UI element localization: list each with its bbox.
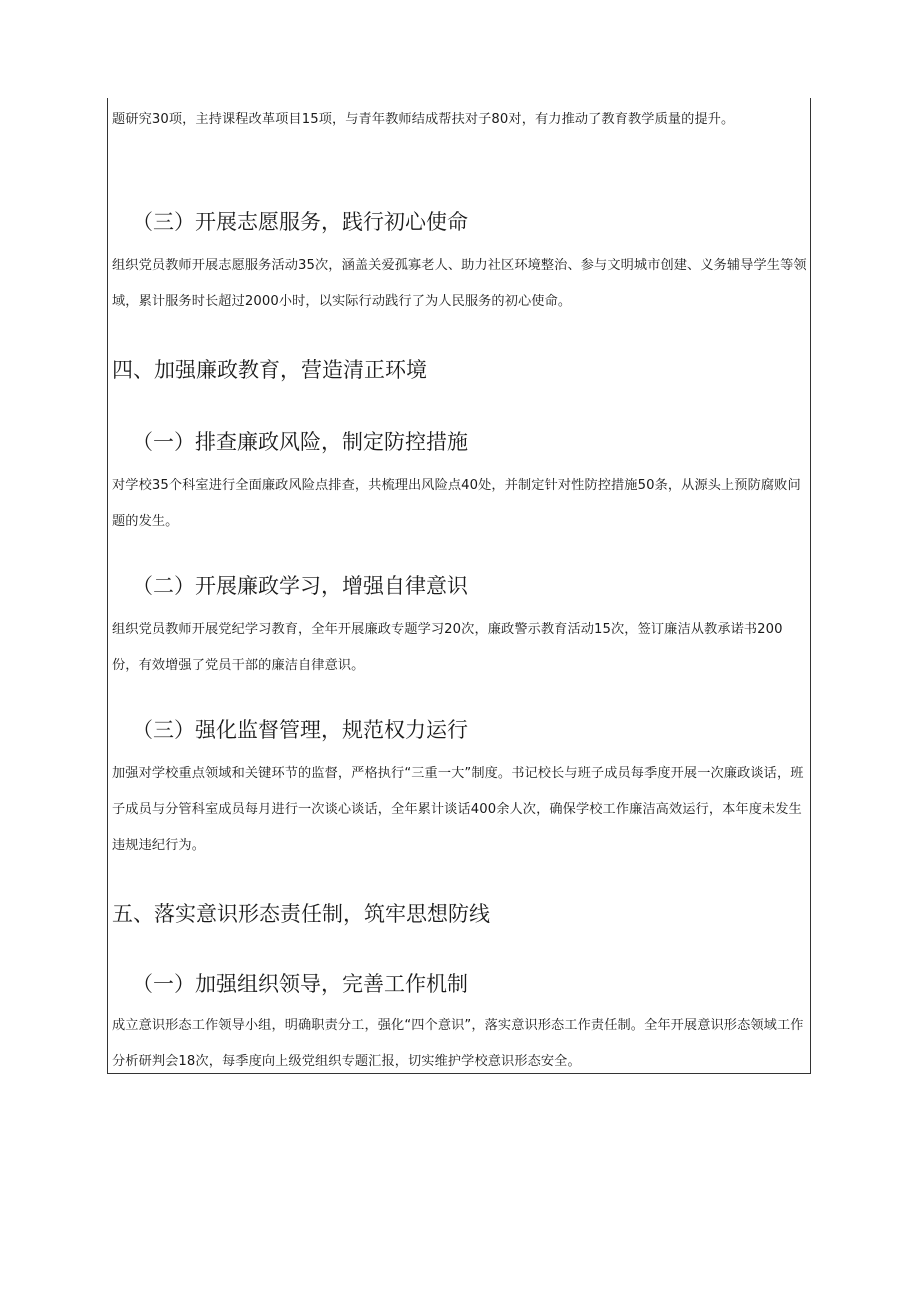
heading-study: （二）开展廉政学习，增强自律意识 [132, 574, 468, 598]
heading-volunteer: （三）开展志愿服务，践行初心使命 [132, 210, 468, 234]
paragraph-supervise: 加强对学校重点领域和关键环节的监督，严格执行“三重一大”制度。书记校长与班子成员每季度开展一次廉政谈话，班子成员与分管科室成员每月进行一次谈心谈话，全年累计谈话400余人次，确保学校工作廉洁高效运行，本年度未发生违规违纪行为。 [112, 766, 804, 853]
paragraph-study: 组织党员教师开展党纪学习教育，全年开展廉政专题学习20次，廉政警示教育活动15次，签订廉洁从教承诺书200份，有效增强了党员干部的廉洁自律意识。 [112, 622, 783, 673]
paragraph-org: 成立意识形态工作领导小组，明确职责分工，强化“四个意识”，落实意识形态工作责任制。全年开展意识形态领域工作分析研判会18次，每季度向上级党组织专题汇报，切实维护学校意识形态安全。 [112, 1018, 804, 1069]
heading-supervise: （三）强化监督管理，规范权力运行 [132, 718, 468, 742]
paragraph-volunteer: 组织党员教师开展志愿服务活动35次，涵盖关爱孤寡老人、助力社区环境整治、参与文明城市创建、义务辅导学生等领域，累计服务时长超过2000小时，以实际行动践行了为人民服务的初心使命。 [112, 258, 807, 309]
heading-section-five: 五、落实意识形态责任制，筑牢思想防线 [112, 902, 490, 926]
heading-org: （一）加强组织领导，完善工作机制 [132, 972, 468, 996]
heading-risk: （一）排查廉政风险，制定防控措施 [132, 430, 468, 454]
heading-section-four: 四、加强廉政教育，营造清正环境 [112, 358, 427, 382]
paragraph-research: 题研究30项，主持课程改革项目15项，与青年教师结成帮扶对子80对，有力推动了教育教学质量的提升。 [112, 112, 735, 127]
paragraph-risk: 对学校35个科室进行全面廉政风险点排查，共梳理出风险点40处，并制定针对性防控措施50条，从源头上预防腐败问题的发生。 [112, 478, 801, 529]
